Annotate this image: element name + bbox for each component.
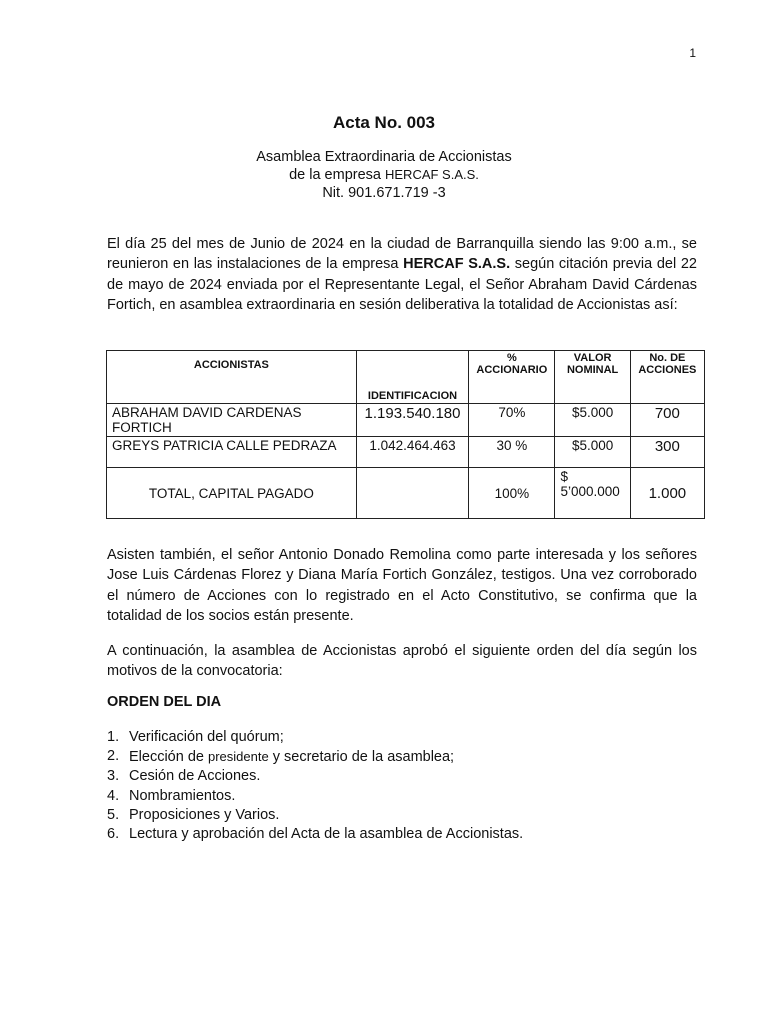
header-valor-line2: NOMINAL (566, 364, 619, 376)
header-valor-nominal (555, 351, 630, 404)
list-item-text (129, 747, 454, 767)
list-item (107, 825, 523, 844)
cell-valor: $5.000 (555, 404, 630, 437)
header-identificacion: IDENTIFICACION (356, 351, 468, 404)
subtitle-company-prefix: de la empresa (289, 167, 385, 183)
cell-id: 1.193.540.180 (356, 404, 468, 437)
header-no-line2: ACCIONES (638, 364, 697, 376)
cell-name: ABRAHAM DAVID CARDENAS FORTICH (107, 404, 357, 437)
list-item (107, 787, 523, 806)
subtitle-line-nit: Nit. 901.671.719 -3 (322, 185, 446, 201)
intro-text-part2: según citación previa del 22 de mayo de 2024 enviada por el Representante Legal, el Señor Abraham David Cárdenas Fortich, en asamblea extraordinaria en sesión deliberativa la totalidad de Accionistas así: (107, 256, 697, 313)
total-valor (555, 468, 630, 519)
header-valor-line1: VALOR (573, 352, 612, 364)
orden-del-dia-heading: ORDEN DEL DIA (107, 694, 222, 710)
subtitle-company-name: HERCAF S.A.S. (385, 167, 479, 182)
header-accionistas: ACCIONISTAS (107, 351, 357, 404)
intro-text-part1: El día 25 del mes de Junio de 2024 en la ciudad de Barranquilla siendo las 9:00 a.m., se reunieron en las instalaciones de la empresa (107, 236, 697, 273)
intro-company-name: HERCAF S.A.S. (403, 256, 511, 273)
list-item-text-suffix: y secretario de la asamblea; (268, 749, 455, 766)
header-porcentaje (469, 351, 555, 404)
agenda-intro-paragraph: A continuación, la asamblea de Accionistas aprobó el siguiente orden del día según los motivos de la convocatoria: (107, 643, 697, 680)
total-pct: 100% (469, 468, 555, 519)
list-item (107, 728, 523, 747)
total-id-empty (356, 468, 468, 519)
list-item-number: 3. (107, 768, 120, 785)
table-total-row (107, 468, 705, 519)
list-item-text: Verificación del quórum; (129, 729, 284, 745)
list-item (107, 767, 523, 786)
document-subtitle (0, 148, 768, 202)
total-acciones: 1.000 (630, 468, 704, 519)
list-item (107, 806, 523, 825)
list-item-number: 4. (107, 787, 120, 804)
list-item (107, 747, 523, 767)
header-pct-label: ACCIONARIO (476, 364, 548, 376)
header-pct-symbol: % (506, 352, 517, 364)
list-item-number: 2. (107, 748, 120, 765)
cell-pct: 70% (469, 404, 555, 437)
total-label: TOTAL, CAPITAL PAGADO (107, 468, 357, 519)
total-valor-symbol: $ (560, 469, 568, 484)
table-header-row (107, 351, 705, 404)
cell-name: GREYS PATRICIA CALLE PEDRAZA (107, 437, 357, 468)
list-item-text: Lectura y aprobación del Acta de la asamblea de Accionistas. (129, 826, 524, 843)
page-number: 1 (689, 46, 696, 60)
list-item-text-small: presidente (208, 749, 269, 765)
total-valor-amount: 5’000.000 (560, 484, 620, 499)
cell-pct: 30 % (469, 437, 555, 468)
shareholders-table (106, 350, 705, 519)
list-item-text-prefix: Elección de (129, 749, 208, 766)
header-no-line1: No. DE (649, 352, 686, 364)
intro-paragraph (107, 234, 697, 315)
cell-acciones: 300 (630, 437, 704, 468)
list-item-number: 6. (107, 826, 120, 843)
table-row (107, 404, 705, 437)
list-item-number: 5. (107, 806, 120, 823)
list-item-text: Nombramientos. (129, 787, 236, 804)
attendance-paragraph: Asisten también, el señor Antonio Donado Remolina como parte interesada y los señores Jose Luis Cárdenas Florez y Diana María Fortich González, testigos. Una vez corroborado el número de Acciones con lo registrado en el Acto Constitutivo, se confirma que la totalidad de los socios están presente. (107, 547, 697, 624)
subtitle-line-company (0, 166, 768, 184)
header-no-acciones (630, 351, 704, 404)
cell-valor: $5.000 (555, 437, 630, 468)
agenda-list (107, 728, 523, 844)
table-row (107, 437, 705, 468)
list-item-number: 1. (107, 729, 120, 745)
document-title: Acta No. 003 (332, 113, 436, 132)
subtitle-line-assembly: Asamblea Extraordinaria de Accionistas (256, 149, 512, 165)
cell-id: 1.042.464.463 (356, 437, 468, 468)
list-item-text: Cesión de Acciones. (129, 768, 261, 785)
list-item-text: Proposiciones y Varios. (129, 806, 280, 823)
cell-acciones: 700 (630, 404, 704, 437)
